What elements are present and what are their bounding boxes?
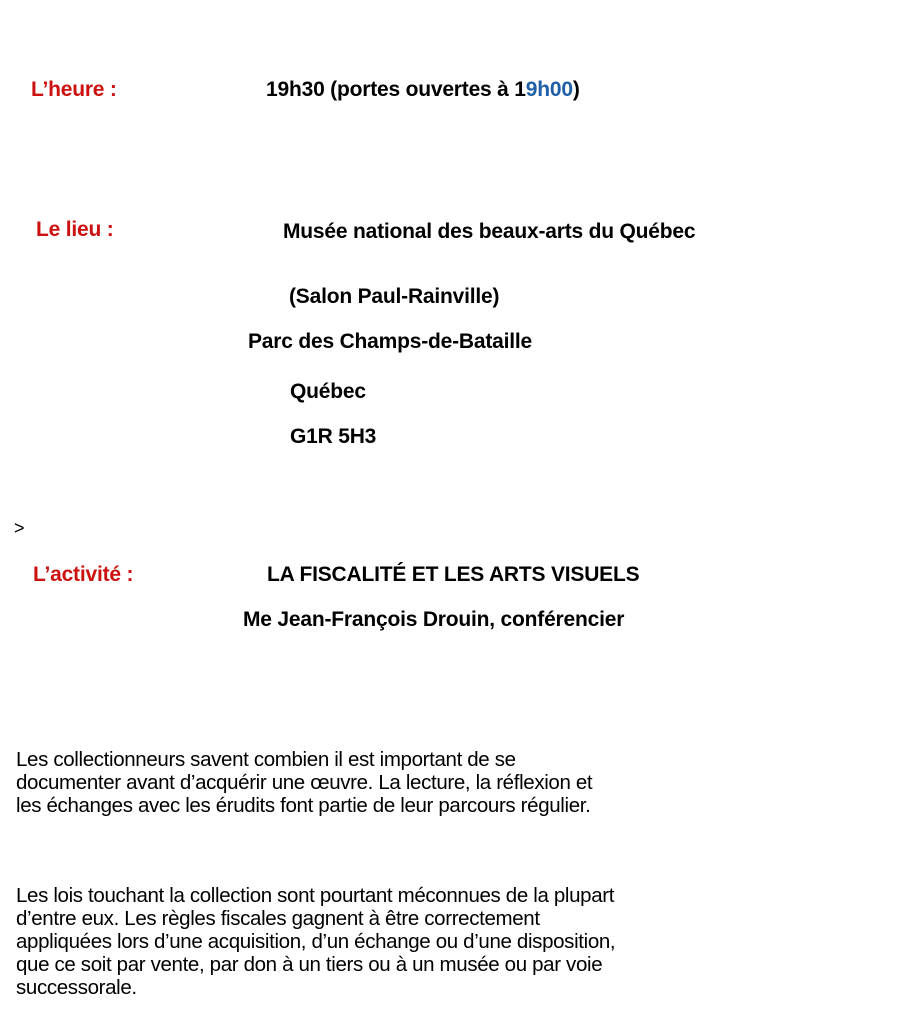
- time-value-main: 19h30 (portes ouvertes à 1: [266, 78, 526, 101]
- paragraph-1-line-3: les échanges avec les érudits font partie de leur parcours régulier.: [16, 794, 591, 817]
- venue-label: Le lieu :: [36, 218, 114, 241]
- activity-title: LA FISCALITÉ ET LES ARTS VISUELS: [267, 563, 640, 586]
- venue-name: Musée national des beaux-arts du Québec: [283, 220, 696, 243]
- paragraph-2-line-3: appliquées lors d’une acquisition, d’un échange ou d’une disposition,: [16, 930, 616, 953]
- activity-speaker: Me Jean-François Drouin, conférencier: [243, 608, 625, 631]
- venue-postal-code: G1R 5H3: [290, 425, 377, 448]
- time-value-highlight: 9h00: [525, 78, 573, 101]
- paragraph-1-line-1: Les collectionneurs savent combien il est important de se: [16, 748, 516, 771]
- time-value: [266, 78, 580, 102]
- activity-label: L’activité :: [33, 563, 134, 586]
- time-label: L’heure :: [31, 78, 117, 101]
- quote-marker: >: [14, 518, 25, 538]
- time-value-close-paren: ): [572, 78, 580, 101]
- venue-city: Québec: [290, 380, 366, 403]
- body-paragraph-2: [16, 884, 761, 999]
- paragraph-1-line-2: documenter avant d’acquérir une œuvre. La lecture, la réflexion et: [16, 771, 593, 794]
- venue-street: Parc des Champs-de-Bataille: [248, 330, 533, 353]
- venue-room: (Salon Paul-Rainville): [289, 285, 500, 308]
- paragraph-2-line-5: successorale.: [16, 976, 137, 999]
- body-paragraph-1: [16, 748, 761, 817]
- paragraph-2-line-1: Les lois touchant la collection sont pourtant méconnues de la plupart: [16, 884, 615, 907]
- paragraph-2-line-4: que ce soit par vente, par don à un tiers ou à un musée ou par voie: [16, 953, 603, 976]
- paragraph-2-line-2: d’entre eux. Les règles fiscales gagnent à être correctement: [16, 907, 540, 930]
